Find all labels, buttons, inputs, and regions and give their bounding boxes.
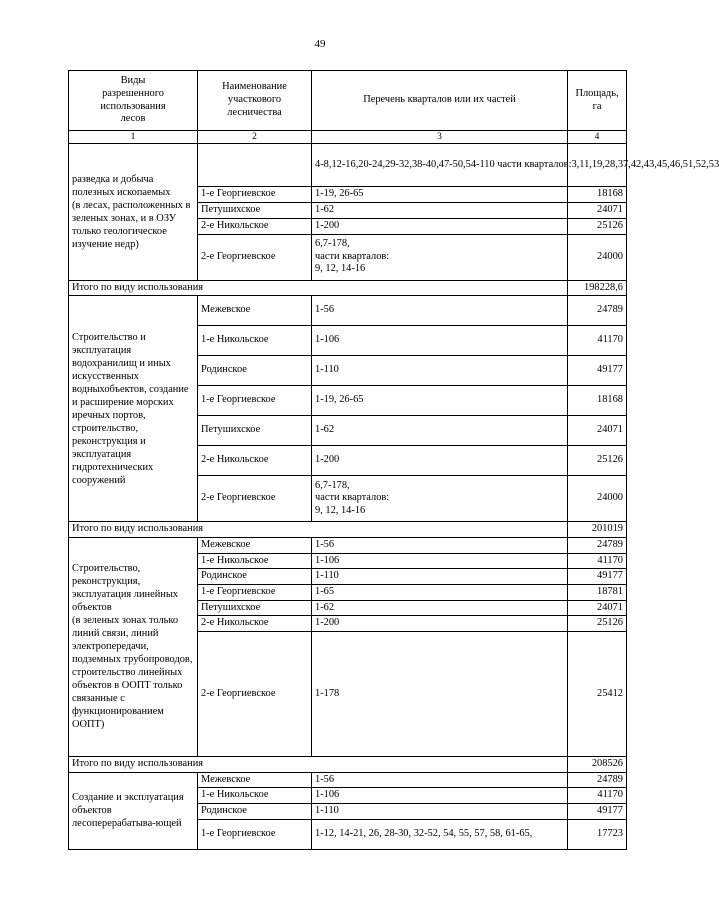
quarters-cell: 6,7-178, части кварталов: 9, 12, 14-16	[312, 476, 568, 522]
forestry-cell: 1-е Георгиевское	[198, 187, 312, 203]
quarters-cell: 1-200	[312, 218, 568, 234]
column-number: 4	[568, 131, 627, 144]
quarters-cell: 1-106	[312, 788, 568, 804]
forestry-cell: Петушихское	[198, 203, 312, 219]
header-quarters: Перечень кварталов или их частей	[312, 71, 568, 131]
table-row	[69, 537, 627, 553]
table-row	[69, 772, 627, 788]
quarters-cell: 1-178	[312, 632, 568, 757]
quarters-cell: 6,7-178, части кварталов: 9, 12, 14-16	[312, 234, 568, 280]
column-number-row	[69, 131, 627, 144]
area-cell: 25412	[568, 632, 627, 757]
forestry-cell: 2-е Георгиевское	[198, 476, 312, 522]
total-label: Итого по виду использования	[69, 522, 568, 538]
quarters-cell: 1-62	[312, 416, 568, 446]
forestry-cell: 2-е Никольское	[198, 218, 312, 234]
use-kind-cell: Создание и эксплуатация объектов лесоперерабатыва-ющей	[69, 772, 198, 849]
area-cell: 24071	[568, 600, 627, 616]
area-cell: 41170	[568, 788, 627, 804]
quarters-cell: 1-200	[312, 616, 568, 632]
area-cell: 24789	[568, 537, 627, 553]
forestry-cell: 1-е Никольское	[198, 788, 312, 804]
table-row	[69, 144, 627, 187]
forestry-cell: 1-е Никольское	[198, 553, 312, 569]
forestry-cell: Родинское	[198, 356, 312, 386]
area-cell: 18168	[568, 187, 627, 203]
quarters-cell: 1-56	[312, 772, 568, 788]
area-cell: 49177	[568, 569, 627, 585]
quarters-cell: 1-110	[312, 569, 568, 585]
area-cell: 18781	[568, 584, 627, 600]
total-row	[69, 757, 627, 773]
forestry-cell: Петушихское	[198, 600, 312, 616]
forestry-cell: Межевское	[198, 537, 312, 553]
quarters-cell: 4-8,12-16,20-24,29-32,38-40,47-50,54-110 части кварталов:3,11,19,28,37,42,43,45,46,51,52,53	[312, 144, 568, 187]
quarters-cell: 1-12, 14-21, 26, 28-30, 32-52, 54, 55, 57, 58, 61-65,	[312, 819, 568, 849]
forestry-cell: Родинское	[198, 569, 312, 585]
quarters-cell: 1-56	[312, 296, 568, 326]
table-header-row	[69, 71, 627, 131]
column-number: 3	[312, 131, 568, 144]
quarters-cell: 1-106	[312, 553, 568, 569]
total-label: Итого по виду использования	[69, 280, 568, 296]
column-number: 2	[198, 131, 312, 144]
area-cell: 24000	[568, 476, 627, 522]
column-number: 1	[69, 131, 198, 144]
area-cell: 24000	[568, 234, 627, 280]
area-cell: 24071	[568, 203, 627, 219]
quarters-cell: 1-62	[312, 203, 568, 219]
quarters-cell: 1-62	[312, 600, 568, 616]
quarters-cell: 1-65	[312, 584, 568, 600]
quarters-cell: 1-110	[312, 356, 568, 386]
area-cell: 24789	[568, 296, 627, 326]
area-cell: 25126	[568, 616, 627, 632]
use-kind-cell: Строительство, реконструкция, эксплуатация линейных объектов (в зеленых зонах только линий связи, линий электропередачи, подземных трубопроводов, строительство линейных объектов в ООПТ только связанные с функционированием ООПТ)	[69, 537, 198, 756]
forestry-cell: Межевское	[198, 296, 312, 326]
forestry-cell	[198, 144, 312, 187]
area-cell: 25126	[568, 218, 627, 234]
forestry-cell: 1-е Георгиевское	[198, 584, 312, 600]
forestry-cell: 2-е Никольское	[198, 446, 312, 476]
forestry-cell: 2-е Георгиевское	[198, 234, 312, 280]
area-cell: 25126	[568, 446, 627, 476]
forestry-cell: 2-е Никольское	[198, 616, 312, 632]
area-cell: 49177	[568, 356, 627, 386]
forestry-cell: 1-е Георгиевское	[198, 819, 312, 849]
header-forestry: Наименование участкового лесничества	[198, 71, 312, 131]
forestry-cell: Петушихское	[198, 416, 312, 446]
total-value: 201019	[568, 522, 627, 538]
total-value: 208526	[568, 757, 627, 773]
forestry-cell: Межевское	[198, 772, 312, 788]
use-kind-cell: разведка и добыча полезных ископаемых (в лесах, расположенных в зеленых зонах, и в ОЗУ только геологическое изучение недр)	[69, 144, 198, 280]
forestry-cell: 1-е Георгиевское	[198, 386, 312, 416]
quarters-cell: 1-200	[312, 446, 568, 476]
quarters-cell: 1-19, 26-65	[312, 187, 568, 203]
area-cell: 24789	[568, 772, 627, 788]
quarters-cell: 1-106	[312, 326, 568, 356]
quarters-cell: 1-19, 26-65	[312, 386, 568, 416]
area-cell: 17723	[568, 819, 627, 849]
quarters-cell: 1-56	[312, 537, 568, 553]
page-number: 49	[314, 38, 326, 50]
forestry-cell: 1-е Никольское	[198, 326, 312, 356]
forest-use-table	[68, 70, 719, 850]
area-cell: 41170	[568, 553, 627, 569]
table-row	[69, 296, 627, 326]
area-cell: 18168	[568, 386, 627, 416]
header-area: Площадь, га	[568, 71, 627, 131]
header-kind: Виды разрешенного использования лесов	[69, 71, 198, 131]
quarters-cell: 1-110	[312, 804, 568, 820]
total-label: Итого по виду использования	[69, 757, 568, 773]
area-cell: 49177	[568, 804, 627, 820]
area-cell: 41170	[568, 326, 627, 356]
total-row	[69, 280, 627, 296]
forestry-cell: 2-е Георгиевское	[198, 632, 312, 757]
total-row	[69, 522, 627, 538]
use-kind-cell: Строительство и эксплуатация водохранилищ и иных искусственных водныхобъектов, создание и расширение морских иречных портов, строительство, реконструкция и эксплуатация гидротехнических сооружений	[69, 296, 198, 522]
forestry-cell: Родинское	[198, 804, 312, 820]
total-value: 198228,6	[568, 280, 627, 296]
area-cell: 24071	[568, 416, 627, 446]
